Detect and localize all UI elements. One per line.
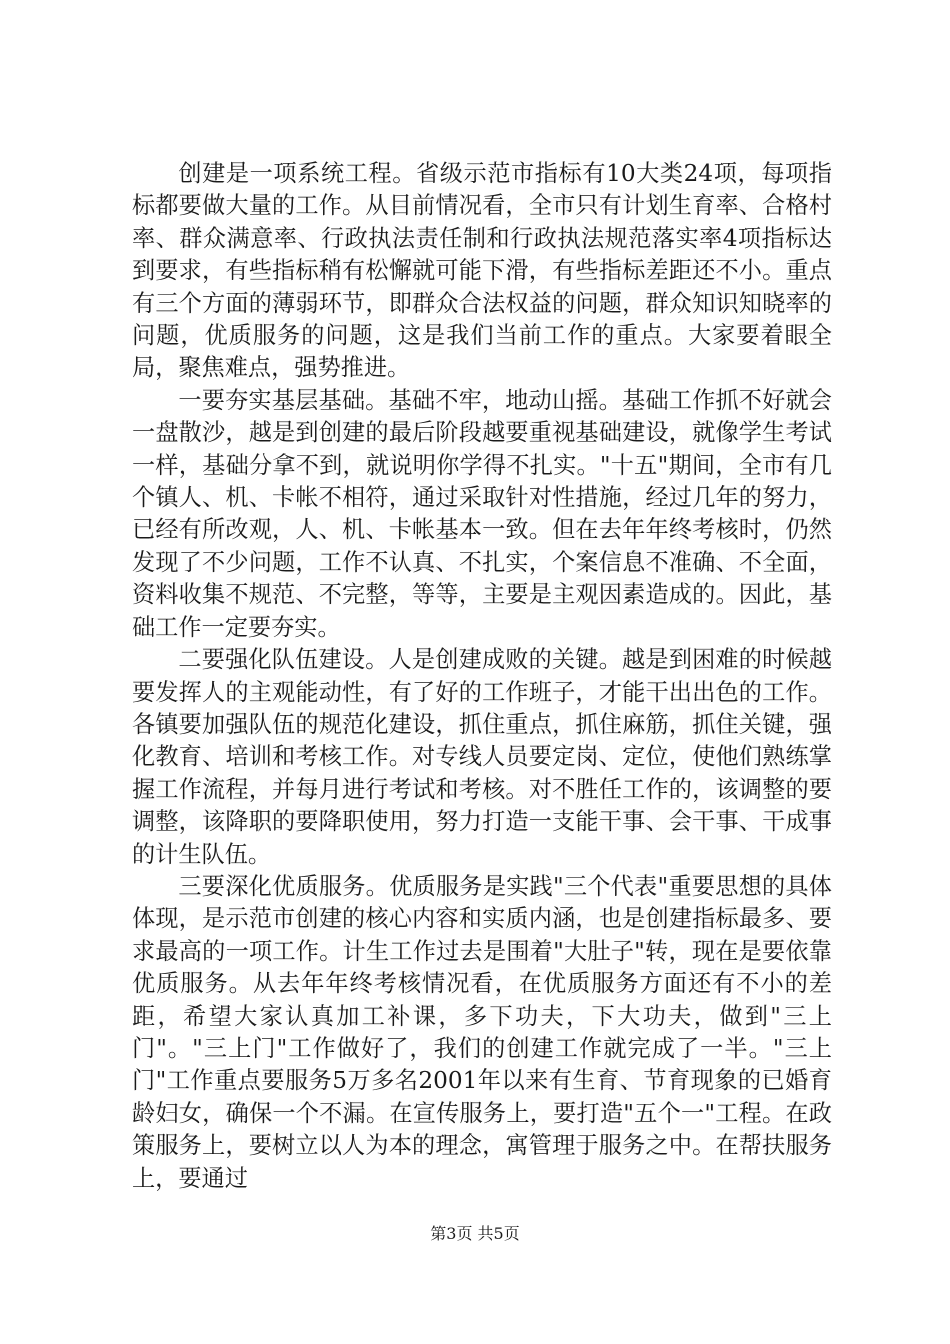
- page-number-footer: 第3页 共5页: [430, 1224, 520, 1243]
- paragraph-basic-foundation: 一要夯实基层基础。基础不牢，地动山摇。基础工作抓不好就会一盘散沙，越是到创建的最后阶段越要重视基础建设，就像学生考试一样，基础分拿不到，就说明你学得不扎实。"十五"期间，全市有几个镇人、机、卡帐不相符，通过采取针对性措施，经过几年的努力，已经有所改观，人、机、卡帐基本一致。但在去年年终考核时，仍然发现了不少问题，工作不认真、不扎实，个案信息不准确、不全面，资料收集不规范、不完整，等等，主要是主观因素造成的。因此，基础工作一定要夯实。: [132, 386, 832, 641]
- paragraph-quality-service: 三要深化优质服务。优质服务是实践"三个代表"重要思想的具体体现，是示范市创建的核心内容和实质内涵，也是创建指标最多、要求最高的一项工作。计生工作过去是围着"大肚子"转，现在是要依靠优质服务。从去年年终考核情况看，在优质服务方面还有不小的差距，希望大家认真加工补课，多下功夫，下大功夫，做到"三上门"。"三上门"工作做好了，我们的创建工作就完成了一半。"三上门"工作重点要服务5万多名2001年以来有生育、节育现象的已婚育龄妇女，确保一个不漏。在宣传服务上，要打造"五个一"工程。在政策服务上，要树立以人为本的理念，寓管理于服务之中。在帮扶服务上，要通过: [132, 872, 832, 1192]
- paragraph-team-building: 二要强化队伍建设。人是创建成败的关键。越是到困难的时候越要发挥人的主观能动性，有了好的工作班子，才能干出出色的工作。各镇要加强队伍的规范化建设，抓住重点，抓住麻筋，抓住关键，强化教育、培训和考核工作。对专线人员要定岗、定位，使他们熟练掌握工作流程，并每月进行考试和考核。对不胜任工作的，该调整的要调整，该降职的要降职使用，努力打造一支能干事、会干事、干成事的计生队伍。: [132, 646, 832, 868]
- document-body: [132, 158, 832, 1195]
- paragraph-overview: 创建是一项系统工程。省级示范市指标有10大类24项，每项指标都要做大量的工作。从目前情况看，全市只有计划生育率、合格村率、群众满意率、行政执法责任制和行政执法规范落实率4项指标达到要求，有些指标稍有松懈就可能下滑，有些指标差距还不小。重点有三个方面的薄弱环节，即群众合法权益的问题，群众知识知晓率的问题，优质服务的问题，这是我们当前工作的重点。大家要着眼全局，聚焦难点，强势推进。: [132, 160, 832, 382]
